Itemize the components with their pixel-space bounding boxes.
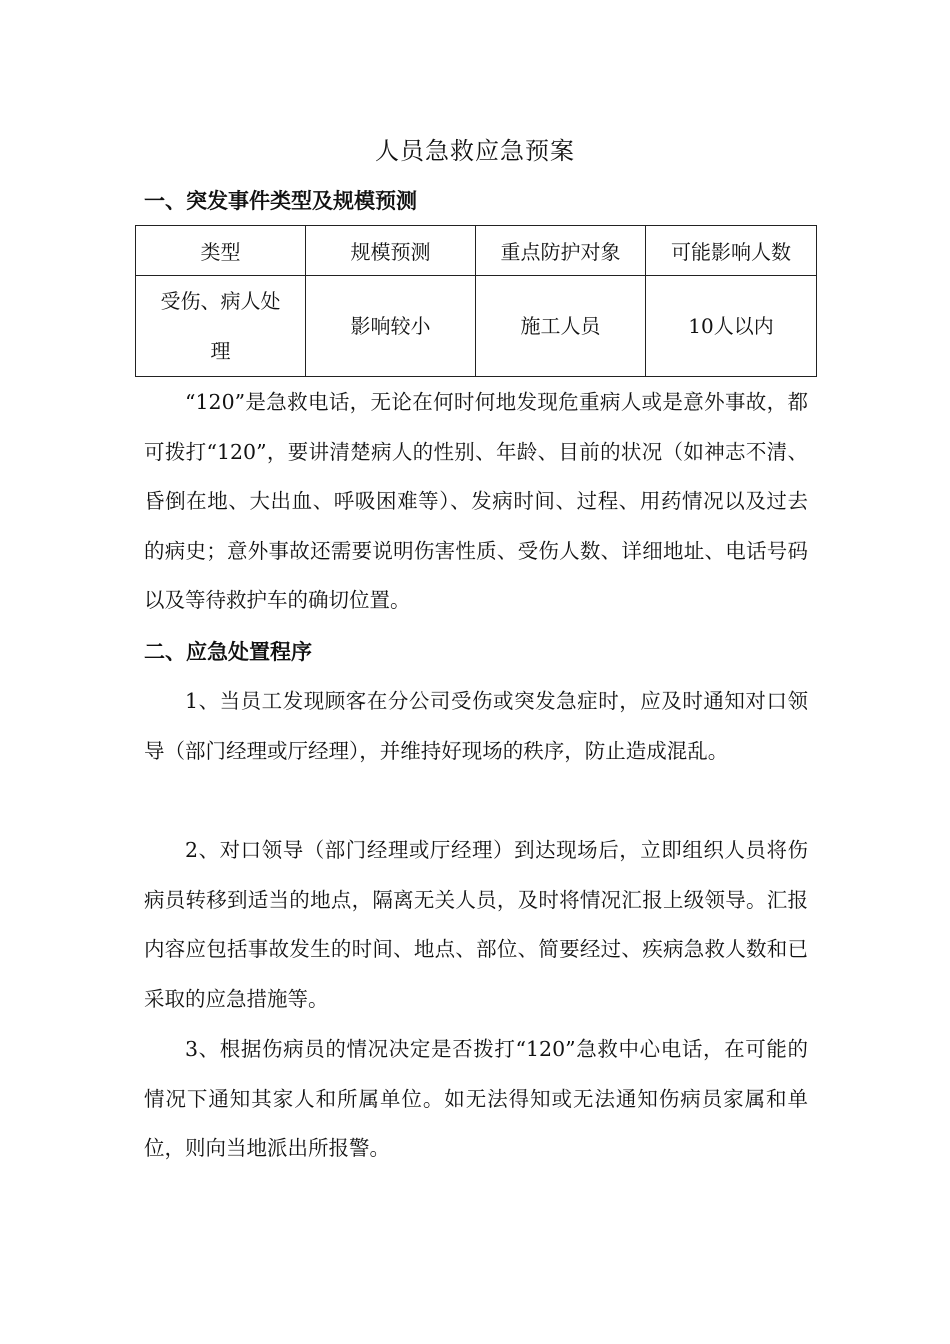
- table-header-cell: 类型: [136, 226, 306, 276]
- table-header-cell: 规模预测: [306, 226, 476, 276]
- table-cell: 受伤、病人处理: [136, 276, 306, 377]
- table-cell: 施工人员: [476, 276, 646, 377]
- table-cell: 影响较小: [306, 276, 476, 377]
- table-header-cell: 重点防护对象: [476, 226, 646, 276]
- table-header-row: [136, 226, 817, 276]
- procedure-step: 1、当员工发现顾客在分公司受伤或突发急症时，应及时通知对口领导（部门经理或厅经理），并维持好现场的秩序，防止造成混乱。: [144, 689, 808, 763]
- table-cell: 10人以内: [646, 276, 817, 377]
- section-heading-1: 一、突发事件类型及规模预测: [144, 189, 417, 213]
- section-heading-2: 二、应急处置程序: [144, 640, 312, 664]
- emergency-call-paragraph: “120”是急救电话，无论在何时何地发现危重病人或是意外事故，都可拨打“120”，要讲清楚病人的性别、年龄、目前的状况（如神志不清、昏倒在地、大出血、呼吸困难等）、发病时间、过程、用药情况以及过去的病史；意外事故还需要说明伤害性质、受伤人数、详细地址、电话号码以及等待救护车的确切位置。: [144, 390, 808, 612]
- procedure-step: 2、对口领导（部门经理或厅经理）到达现场后，立即组织人员将伤病员转移到适当的地点，隔离无关人员，及时将情况汇报上级领导。汇报内容应包括事故发生的时间、地点、部位、简要经过、疾病急救人数和已采取的应急措施等。: [144, 838, 808, 1011]
- procedure-step: 3、根据伤病员的情况决定是否拨打“120”急救中心电话，在可能的情况下通知其家人和所属单位。如无法得知或无法通知伤病员家属和单位，则向当地派出所报警。: [144, 1037, 808, 1160]
- document-title: 人员急救应急预案: [375, 137, 575, 165]
- table-row: [136, 276, 817, 377]
- risk-table: [135, 225, 817, 377]
- table-header-cell: 可能影响人数: [646, 226, 817, 276]
